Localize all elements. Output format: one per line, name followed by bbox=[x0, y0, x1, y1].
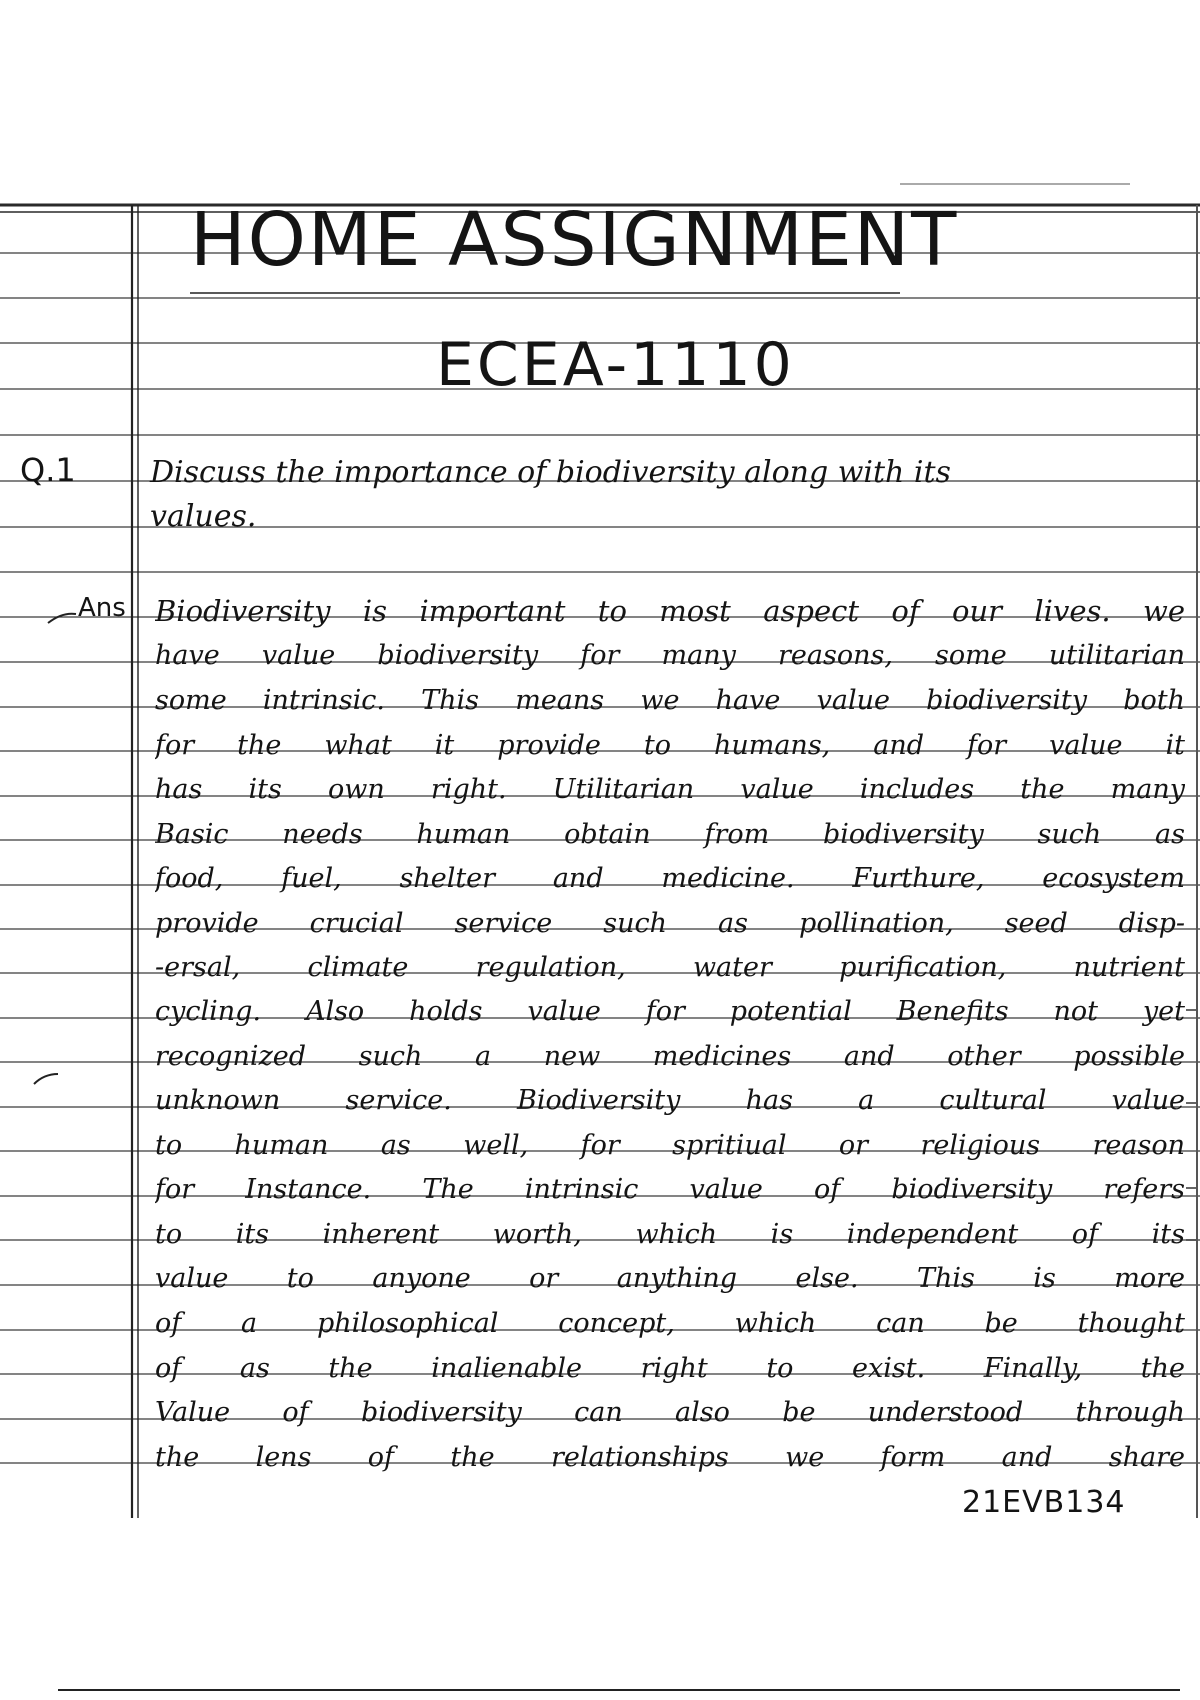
answer-line: Basic needs human obtain from biodiversity such as bbox=[155, 819, 1185, 850]
question-text-line-2: values. bbox=[150, 499, 257, 534]
answer-line: has its own right. Utilitarian value includes the many bbox=[155, 774, 1185, 805]
question-label: Q.1 bbox=[20, 451, 76, 489]
answer-line: have value biodiversity for many reasons, some utilitarian bbox=[155, 640, 1185, 671]
answer-line: Value of biodiversity can also be understood through bbox=[155, 1397, 1185, 1428]
page-title: HOME ASSIGNMENT bbox=[190, 197, 959, 283]
answer-line: some intrinsic. This means we have value biodiversity both bbox=[155, 685, 1185, 716]
answer-line: value to anyone or anything else. This is more bbox=[155, 1263, 1185, 1294]
answer-label: Ans bbox=[78, 593, 126, 623]
course-code: ECEA-1110 bbox=[436, 330, 795, 400]
answer-line: Biodiversity is important to most aspect of our lives. we bbox=[155, 594, 1185, 628]
answer-line: for Instance. The intrinsic value of biodiversity refers bbox=[155, 1174, 1185, 1205]
answer-line: to human as well, for spritiual or religious reason bbox=[155, 1130, 1185, 1161]
answer-line: cycling. Also holds value for potential Benefits not yet bbox=[155, 996, 1185, 1027]
answer-line: of a philosophical concept, which can be thought bbox=[155, 1308, 1185, 1339]
answer-line: recognized such a new medicines and other possible bbox=[155, 1041, 1185, 1072]
answer-line: provide crucial service such as pollination, seed disp- bbox=[155, 908, 1185, 939]
answer-line: the lens of the relationships we form and share bbox=[155, 1442, 1185, 1473]
answer-line: -ersal, climate regulation, water purification, nutrient bbox=[155, 952, 1185, 983]
roll-number: 21EVB134 bbox=[962, 1485, 1126, 1520]
answer-line: of as the inalienable right to exist. Finally, the bbox=[155, 1353, 1185, 1384]
answer-line: for the what it provide to humans, and for value it bbox=[155, 730, 1185, 761]
answer-line: to its inherent worth, which is independent of its bbox=[155, 1219, 1185, 1250]
answer-line: food, fuel, shelter and medicine. Furthure, ecosystem bbox=[155, 863, 1185, 894]
question-text-line-1: Discuss the importance of biodiversity along with its bbox=[150, 455, 951, 490]
answer-line: unknown service. Biodiversity has a cultural value bbox=[155, 1085, 1185, 1116]
